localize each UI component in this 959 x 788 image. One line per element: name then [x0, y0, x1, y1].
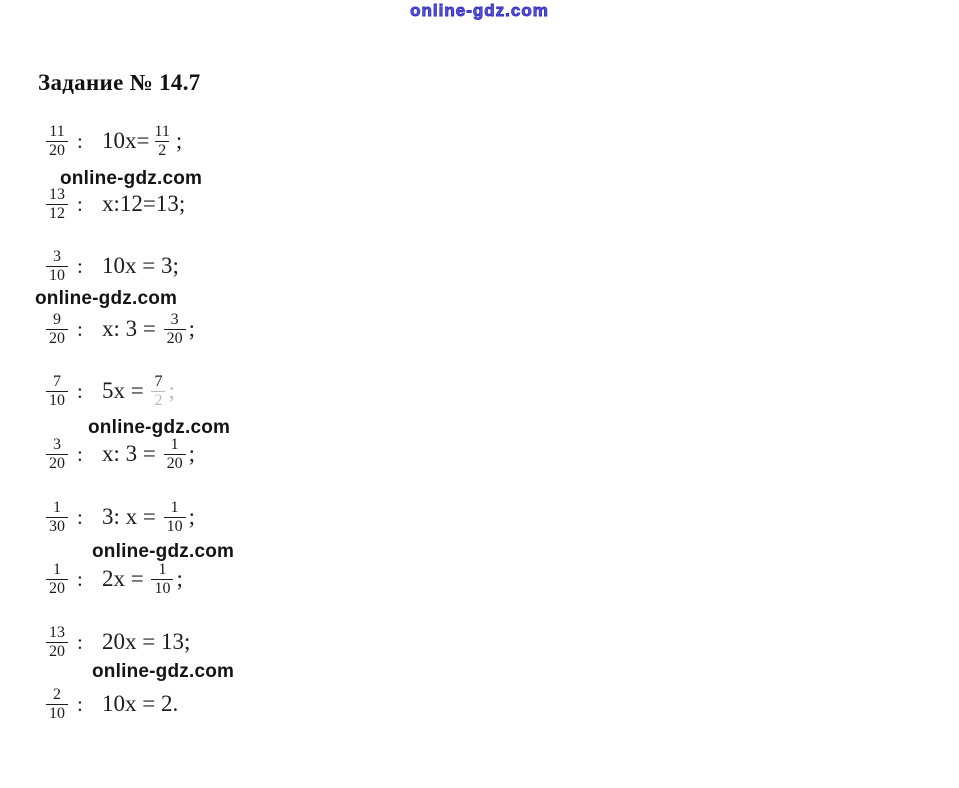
answer-fraction [38, 686, 76, 722]
fraction-denominator: 20 [46, 579, 68, 598]
answer-fraction [38, 186, 76, 222]
answer-fraction [38, 499, 76, 535]
answer-fraction [38, 436, 76, 472]
fraction-denominator: 20 [46, 329, 68, 348]
fraction-numerator: 1 [170, 498, 179, 516]
fraction-numerator: 1 [158, 560, 167, 578]
equation-text: x: 3 = [102, 441, 162, 466]
equation-fraction [164, 311, 186, 347]
equation [102, 561, 183, 597]
equation [102, 191, 185, 217]
fraction-numerator: 9 [53, 310, 61, 328]
fraction-denominator: 20 [46, 454, 68, 473]
equation-text: 10x= [102, 128, 150, 153]
answer-fraction [38, 123, 76, 159]
fraction-numerator: 3 [53, 435, 61, 453]
equation-suffix: ; [176, 566, 183, 591]
fraction-numerator: 3 [170, 310, 179, 328]
solution-row [38, 493, 195, 541]
equation-fraction [151, 373, 165, 409]
equation [102, 436, 195, 472]
equation-fraction [164, 436, 186, 472]
answer-colon: : [77, 566, 83, 591]
fraction-denominator: 2 [155, 141, 169, 160]
answer-block [38, 186, 102, 222]
answer-colon: : [77, 629, 83, 654]
equation-suffix: ; [168, 378, 175, 403]
equation-suffix: ; [175, 128, 183, 153]
fraction-denominator: 10 [46, 391, 68, 410]
equation-suffix: ; [188, 316, 196, 341]
answer-fraction [38, 561, 76, 597]
answer-colon: : [77, 378, 83, 403]
fraction-numerator: 13 [49, 623, 65, 641]
equation [102, 373, 175, 409]
answer-fraction [38, 624, 76, 660]
answer-fraction [38, 311, 76, 347]
fraction-denominator: 20 [164, 329, 186, 348]
fraction-denominator: 20 [164, 454, 186, 473]
fraction-numerator: 3 [53, 247, 61, 265]
site-watermark-top: online-gdz.com [410, 1, 549, 20]
answer-colon: : [77, 128, 83, 153]
equation-text: 10x = 3; [102, 253, 179, 278]
answer-colon: : [77, 441, 83, 466]
fraction-denominator: 2 [151, 391, 165, 410]
equation-suffix: ; [188, 441, 196, 466]
equation [102, 123, 182, 159]
answer-colon: : [77, 191, 83, 216]
fraction-numerator: 11 [154, 122, 170, 140]
equation-fraction [164, 499, 186, 535]
solution-row [38, 117, 182, 165]
answer-block [38, 248, 102, 284]
equation [102, 499, 195, 535]
equation-text: 20x = 13; [102, 629, 191, 654]
fraction-denominator: 10 [151, 579, 173, 598]
answer-block [38, 373, 102, 409]
equation [102, 311, 195, 347]
answer-block [38, 561, 102, 597]
fraction-numerator: 1 [53, 498, 61, 516]
fraction-numerator: 13 [49, 185, 65, 203]
fraction-denominator: 10 [46, 266, 68, 285]
fraction-denominator: 20 [46, 642, 68, 661]
equation-text: x: 3 = [102, 316, 162, 341]
answer-block [38, 499, 102, 535]
equation [102, 253, 179, 279]
solution-row [38, 305, 195, 353]
equation-text: 5x = [102, 378, 150, 403]
fraction-numerator: 2 [53, 685, 61, 703]
answer-colon: : [77, 504, 83, 529]
answer-block [38, 624, 102, 660]
solution-row [38, 367, 175, 415]
solution-row [38, 618, 190, 666]
fraction-denominator: 30 [46, 517, 68, 536]
fraction-numerator: 1 [170, 435, 179, 453]
equation-text: 2x = [102, 566, 150, 591]
answer-block [38, 123, 102, 159]
site-watermark-inline: online-gdz.com [92, 661, 235, 682]
solution-row [38, 680, 178, 728]
site-watermark-inline: online-gdz.com [35, 288, 178, 309]
fraction-denominator: 12 [46, 204, 68, 223]
answer-fraction [38, 248, 76, 284]
equation-text: 3: x = [102, 504, 162, 529]
equation [102, 691, 178, 717]
site-watermark-inline: online-gdz.com [92, 541, 235, 562]
fraction-numerator: 7 [154, 372, 163, 390]
answer-colon: : [77, 253, 83, 278]
fraction-denominator: 10 [46, 704, 68, 723]
equation [102, 629, 190, 655]
equation-suffix: ; [188, 504, 196, 529]
answer-block [38, 311, 102, 347]
site-watermark-inline: online-gdz.com [60, 168, 203, 189]
fraction-numerator: 11 [49, 122, 65, 140]
equation-text: x:12=13; [102, 191, 186, 216]
fraction-numerator: 7 [53, 372, 61, 390]
fraction-numerator: 1 [53, 560, 61, 578]
equation-fraction [151, 561, 173, 597]
site-watermark-inline: online-gdz.com [88, 417, 231, 438]
equation-text: 10x = 2. [102, 691, 179, 716]
answer-fraction [38, 373, 76, 409]
answer-colon: : [77, 691, 83, 716]
answer-block [38, 436, 102, 472]
answer-colon: : [77, 316, 83, 341]
answer-block [38, 686, 102, 722]
fraction-denominator: 20 [46, 141, 68, 160]
solution-row [38, 242, 179, 290]
fraction-denominator: 10 [164, 517, 186, 536]
page-title: Задание № 14.7 [38, 70, 201, 95]
equation-fraction [151, 123, 172, 159]
